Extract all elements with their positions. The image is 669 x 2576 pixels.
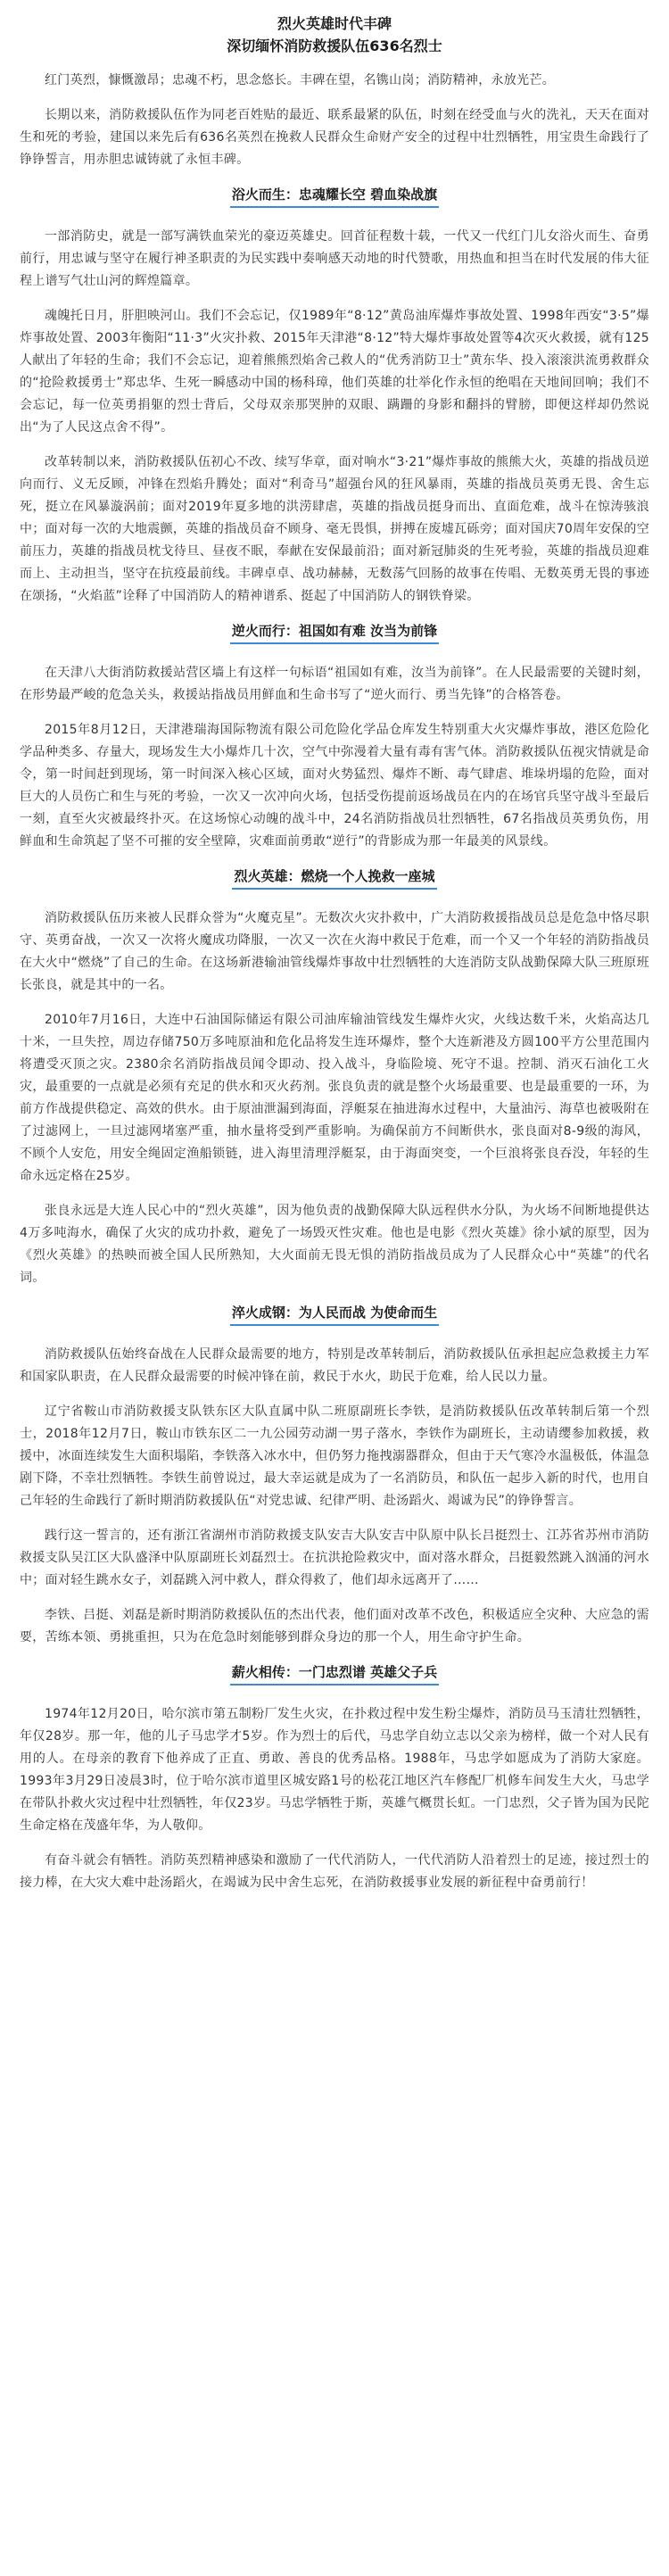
body-paragraph: 辽宁省鞍山市消防救援支队铁东区大队直属中队二班原副班长李铁，是消防救援队伍改革转制后第一个烈士，2018年12月7日，鞍山市铁东区二一九公园劳动湖一男子落水，李铁作为副班长，主动请缨参加救援，救援中，冰面连续发生大面积塌陷，李铁落入冰水中，但仍努力拖拽溺器群众，但由于天气寒冷水温极低，体温急剧下降，不幸壮烈牺牲。李铁生前曾说过，最大幸运就是成为了一名消防员，和队伍一起步入新的时代，也用自己年轻的生命践行了新时期消防救援队伍“对党忠诚、纪律严明、赴汤蹈火、竭诚为民”的铮铮誓言。 <box>20 1404 649 1508</box>
section-heading-text: 浴火而生：忠魂耀长空 碧血染战旗 <box>230 184 439 208</box>
body-paragraph: 消防救援队伍历来被人民群众誉为“火魔克星”。无数次火灾扑救中，广大消防救援指战员总是危急中恪尽职守、英勇奋战，一次又一次将火魔成功降服，一次又一次在火海中救民于危难，而一个又一个年轻的消防指战员在大火中“燃烧”了自己的生命。在这场新港输油管线爆炸事故中壮烈牺牲的大连消防支队战勤保障大队三班原班长张良，就是其中的一名。 <box>20 911 649 992</box>
section-heading-text: 逆火而行：祖国如有难 汝当为前锋 <box>230 620 439 644</box>
article-header <box>20 12 649 57</box>
intro-paragraph: 红门英烈，慷慨激昂；忠魂不朽，思念悠长。丰碑在望，名镌山岗；消防精神，永放光芒。 <box>45 73 555 87</box>
article-section <box>20 866 649 1289</box>
article-section <box>20 1661 649 1894</box>
article-intro <box>20 70 649 171</box>
article-section <box>20 620 649 853</box>
body-paragraph: 张良永远是大连人民心中的“烈火英雄”，因为他负责的战勤保障大队远程供水分队，为火场不间断地提供达4万多吨海水，确保了火灾的成功扑救，避免了一场毁灭性灾难。他也是电影《烈火英雄》徐小斌的原型，因为《烈火英雄》的热映而被全国人民所熟知，大火面前无畏无惧的消防指战员成为了人民群众心中“英雄”的代名词。 <box>20 1204 649 1285</box>
body-paragraph: 在天津八大街消防救援站营区墙上有这样一句标语“祖国如有难，汝当为前锋”。在人民最需要的关键时刻，在形势最严峻的危急关头，救援站指战员用鲜血和生命书写了“逆火而行、勇当先锋”的合格答卷。 <box>20 666 649 702</box>
body-paragraph: 践行这一誓言的，还有浙江省湖州市消防救援支队安吉大队安吉中队原中队长吕挺烈士、江苏省苏州市消防救援支队吴江区大队盛泽中队原副班长刘磊烈士。在抗洪抢险救灾中，面对落水群众，吕挺毅然跳入汹涌的河水中；面对轻生跳水女子，刘磊跳入河中救人，群众得救了，他们却永远离开了…… <box>20 1528 649 1587</box>
section-heading <box>20 866 649 890</box>
article-title: 烈火英雄时代丰碑 <box>277 15 392 32</box>
body-paragraph: 1974年12月20日，哈尔滨市第五制粉厂发生火灾，在扑救过程中发生粉尘爆炸，消防员马玉清壮烈牺牲，年仅28岁。那一年，他的儿子马忠学才5岁。作为烈士的后代，马忠学自幼立志以父亲为榜样，做一个对人民有用的人。在母亲的教育下他养成了正直、勇敢、善良的优秀品格。1988年，马忠学如愿成为了消防大家庭。1993年3月29日凌晨3时，位于哈尔滨市道里区城安路1号的松花江地区汽车修配厂机修车间发生大火，马忠学在带队扑救火灾过程中壮烈牺牲，年仅23岁。马忠学牺牲于斯，英雄气概贯长虹。一门忠烈，父子皆为国为民陀生命定格在茂盛年华，为人敬仰。 <box>20 1707 649 1833</box>
body-paragraph: 魂魄托日月，肝胆映河山。我们不会忘记，仅1989年“8·12”黄岛油库爆炸事故处置、1998年西安“3·5”爆炸事故处置、2003年衡阳“11·3”火灾扑救、2015年天津港“8·12”特大爆炸事故处置等4次灭火救援，就有125人献出了年轻的生命；我们不会忘记，迎着熊熊烈焰舍己救人的“优秀消防卫士”黄东华、投入滚滚洪流勇救群众的“抢险救援勇士”郑忠华、生死一瞬感动中国的杨科璋，他们英雄的壮举化作永恒的绝唱在天地间回响；我们不会忘记，每一位英勇捐躯的烈士背后，父母双亲那哭肿的双眼、蹒跚的身影和翻抖的臂膀，即便这样却仍然说出“为了人民这点舍不得”。 <box>20 309 649 435</box>
section-heading <box>20 1302 649 1326</box>
article-section <box>20 1302 649 1649</box>
body-paragraph: 2015年8月12日，天津港瑞海国际物流有限公司危险化学品仓库发生特别重大火灾爆炸事故，港区危险化学品种类多、存量大，现场发生大小爆炸几十次，空气中弥漫着大量有毒有害气体。消防救援队伍视灾情就是命令，第一时间赶到现场，第一时间深入核心区域，面对火势猛烈、爆炸不断、毒气肆虐、堆垛坍塌的危险，面对巨大的人员伤亡和生与死的考验，一次又一次冲向火场，包括受伤提前返场战员在内的在场官兵坚守战斗至最后一刻，直至火灾被最终扑灭。在这场惊心动魄的战斗中，24名消防指战员壮烈牺牲，67名指战员英勇负伤，用鲜血和生命筑起了坚不可摧的安全壁障，灾难面前勇敢“逆行”的背影成为那一年最美的风景线。 <box>20 723 649 849</box>
section-heading <box>20 184 649 208</box>
intro-paragraph: 长期以来，消防救援队伍作为同老百姓贴的最近、联系最紧的队伍，时刻在经受血与火的洗礼，天天在面对生和死的考验，建国以来先后有636名英烈在挽救人民群众生命财产安全的过程中壮烈牺牲，用宝贵生命践行了铮铮誓言，用赤胆忠诚铸就了永恒丰碑。 <box>20 108 649 167</box>
section-heading <box>20 620 649 644</box>
article-subtitle: 深切缅怀消防救援队伍636名烈士 <box>227 37 442 54</box>
body-paragraph: 消防救援队伍始终奋战在人民群众最需要的地方，特别是改革转制后，消防救援队伍承担起应急救援主力军和国家队职责，在人民群众最需要的时候冲锋在前，救民于水火，助民于危难，给人民以力量。 <box>20 1347 649 1384</box>
article-section <box>20 184 649 608</box>
body-paragraph: 李铁、吕挺、刘磊是新时期消防救援队伍的杰出代表，他们面对改革不改色，积极适应全灾种、大应急的需要，苦练本领、勇挑重担，只为在危急时刻能够到群众身边的那一个人，用生命守护生命。 <box>20 1608 649 1644</box>
body-paragraph: 有奋斗就会有牺牲。消防英烈精神感染和激励了一代代消防人，一代代消防人沿着烈士的足迹，接过烈士的接力棒，在大灾大难中赴汤蹈火，在竭诚为民中舍生忘死，在消防救援事业发展的新征程中奋勇前行！ <box>20 1853 649 1890</box>
section-heading-text: 淬火成钢：为人民而战 为使命而生 <box>230 1302 439 1326</box>
body-paragraph: 一部消防史，就是一部写满铁血荣光的豪迈英雄史。回首征程数十载，一代又一代红门儿女浴火而生、奋勇前行，用忠诚与坚守在履行神圣职责的为民实践中奏响感天动地的时代赞歌，用热血和担当在时代发展的伟大征程上谱写气壮山河的辉煌篇章。 <box>20 229 649 288</box>
body-paragraph: 2010年7月16日，大连中石油国际储运有限公司油库输油管线发生爆炸火灾，火线达数千米，火焰高达几十米，一旦失控，周边存储750万多吨原油和危化品将发生连环爆炸，整个大连新港及方圆100平方公里范围内将遭受灭顶之灾。2380余名消防指战员闻令即动、投入战斗，身临险境、死守不退。控制、消灭石油化工火灾，最重要的一点就是必须有充足的供水和灭火药剂。张良负责的就是整个火场最重要、也是最重要的一环，为前方作战提供稳定、高效的供水。由于原油泄漏到海面，浮艇泵在抽进海水过程中，大量油污、海草也被吸附在了过滤网上，一旦过滤网堵塞严重，抽水量将受到严重影响。为确保前方不间断供水，张良面对8-9级的海风，不顾个人安危，用安全绳固定渔船锁链，进入海里清理浮艇泵，由于海面突变，一个巨浪将张良吞没，年轻的生命永远定格在25岁。 <box>20 1013 649 1183</box>
section-heading <box>20 1661 649 1686</box>
body-paragraph: 改革转制以来，消防救援队伍初心不改、续写华章，面对响水“3·21”爆炸事故的熊熊大火，英雄的指战员逆向而行、义无反顾，冲锋在烈焰升腾处；面对“利奇马”超强台风的狂风暴雨，英雄的指战员英勇无畏、舍生忘死，挺立在风暴漩涡前；面对2019年夏多地的洪涝肆虐，英雄的指战员挺身而出、直面危难，战斗在惊涛骇浪中；面对每一次的大地震颤，英雄的指战员奋不顾身、毫无畏惧，拼搏在废墟瓦砾旁；面对国庆70周年安保的空前压力，英雄的指战员枕戈待旦、昼夜不眠，奉献在安保最前沿；面对新冠肺炎的生死考验，英雄的指战员迎难而上、主动担当，坚守在抗疫最前线。丰碑卓卓、战功赫赫，无数荡气回肠的故事在传唱、无数英勇无畏的事迹在颂扬，“火焰蓝”诠释了中国消防人的精神谱系、挺起了中国消防人的钢铁脊梁。 <box>20 455 649 603</box>
section-heading-text: 薪火相传：一门忠烈谱 英雄父子兵 <box>230 1661 439 1686</box>
section-heading-text: 烈火英雄：燃烧一个人挽救一座城 <box>232 866 436 890</box>
